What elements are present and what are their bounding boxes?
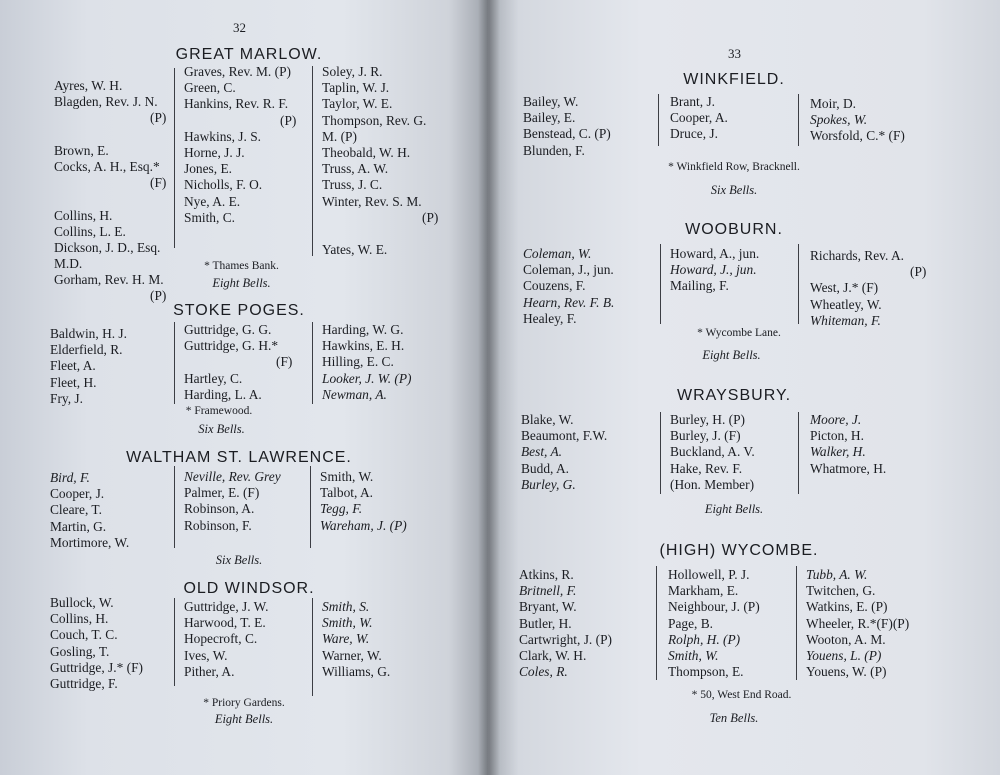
list-item: Markham, E. xyxy=(668,583,739,599)
list-item: Harding, L. A. xyxy=(184,386,262,402)
list-item: Benstead, C. (P) xyxy=(523,126,611,142)
list-item: Baldwin, H. J. xyxy=(50,326,127,341)
list-item: (F) xyxy=(150,175,167,191)
list-item: Couch, T. C. xyxy=(50,627,118,643)
list-item: Butler, H. xyxy=(519,615,572,631)
list-item: Britnell, F. xyxy=(519,583,577,599)
list-item: Neighbour, J. (P) xyxy=(668,599,760,615)
list-item: Truss, A. W. xyxy=(322,161,389,177)
great-marlow-col-3 xyxy=(322,64,439,258)
list-item: Youens, W. (P) xyxy=(806,664,887,680)
bells-wooburn: Eight Bells. xyxy=(702,348,761,362)
list-item: Cartwright, J. (P) xyxy=(519,631,612,647)
list-item: Whatmore, H. xyxy=(810,460,887,476)
wraysbury-col-2 xyxy=(670,412,755,493)
list-item: Howard, A., jun. xyxy=(670,246,760,261)
list-item: Worsfold, C.* (F) xyxy=(810,128,905,144)
list-item: Burley, G. xyxy=(521,476,576,492)
waltham-col-2 xyxy=(184,469,281,534)
bells-old-windsor: Eight Bells. xyxy=(214,712,274,726)
column-divider xyxy=(174,68,175,248)
list-item: Whiteman, F. xyxy=(810,312,881,328)
list-item: Thompson, Rev. G. xyxy=(322,112,427,128)
list-item: Brown, E. xyxy=(54,142,109,158)
list-item: Watkins, E. (P) xyxy=(806,599,888,615)
list-item: Healey, F. xyxy=(523,310,577,326)
bells-high-wycombe: Ten Bells. xyxy=(709,711,759,725)
list-item: Rolph, H. (P) xyxy=(668,631,741,647)
column-divider xyxy=(798,412,799,494)
list-item: Bailey, E. xyxy=(523,110,576,126)
bells-great-marlow: Eight Bells. xyxy=(212,276,271,290)
list-item: Buckland, A. V. xyxy=(670,444,755,460)
list-item: Taylor, W. E. xyxy=(322,96,393,112)
list-item: Robinson, F. xyxy=(184,517,252,533)
page-number: 32 xyxy=(233,20,246,35)
list-item: Dickson, J. D., Esq. xyxy=(54,239,161,255)
column-divider xyxy=(312,598,313,696)
section-title-stoke-poges: STOKE POGES. xyxy=(173,302,305,319)
list-item: Bryant, W. xyxy=(519,599,577,615)
list-item: Elderfield, R. xyxy=(50,342,123,358)
list-item: Martin, G. xyxy=(50,518,107,534)
list-item: Gosling, T. xyxy=(50,643,110,659)
section-title-wooburn: WOOBURN. xyxy=(685,221,783,238)
list-item: Cleare, T. xyxy=(50,502,102,518)
list-item: Wheatley, W. xyxy=(810,296,882,312)
list-item xyxy=(322,226,426,242)
bells-winkfield: Six Bells. xyxy=(710,183,758,197)
list-item: Fry, J. xyxy=(50,390,83,406)
list-item: Beaumont, F.W. xyxy=(521,428,608,444)
list-item: Guttridge, F. xyxy=(50,675,118,691)
list-item: Bailey, W. xyxy=(523,94,579,109)
footnote-high-wycombe: * 50, West End Road. xyxy=(691,689,792,701)
list-item: Harding, W. G. xyxy=(322,322,404,337)
list-item: Picton, H. xyxy=(810,428,864,444)
list-item: Collins, H. xyxy=(50,611,109,627)
left-page xyxy=(0,0,488,775)
page-number: 33 xyxy=(728,46,741,61)
list-item: Hankins, Rev. R. F. xyxy=(184,96,289,112)
list-item: Coleman, W. xyxy=(523,246,592,261)
list-item: Guttridge, G. G. xyxy=(184,322,272,337)
list-item: Hilling, E. C. xyxy=(322,354,394,370)
column-divider xyxy=(312,322,313,404)
list-item: Coles, R. xyxy=(519,664,568,680)
high-wycombe-col-1 xyxy=(519,567,612,680)
old-windsor-col-3 xyxy=(322,599,390,680)
list-item: M.D. xyxy=(54,256,83,272)
waltham-col-3 xyxy=(320,469,407,534)
list-item: Clark, W. H. xyxy=(519,647,587,663)
list-item: (P) xyxy=(422,209,439,225)
section-title-wraysbury: WRAYSBURY. xyxy=(676,387,792,404)
list-item: M. (P) xyxy=(322,128,357,144)
column-divider xyxy=(656,566,657,680)
section-title-high-wycombe: (HIGH) WYCOMBE. xyxy=(659,542,819,559)
column-divider xyxy=(312,66,313,256)
list-item: Fleet, A. xyxy=(50,358,96,374)
list-item: Howard, J., jun. xyxy=(670,262,757,278)
list-item: Smith, W. xyxy=(322,615,373,631)
column-divider xyxy=(658,94,659,146)
list-item: (Hon. Member) xyxy=(670,476,755,492)
stoke-poges-col-2 xyxy=(184,322,293,403)
list-item: Yates, W. E. xyxy=(322,242,388,258)
list-item: Ware, W. xyxy=(322,631,370,647)
column-divider xyxy=(798,94,799,146)
list-item: Fleet, H. xyxy=(50,374,97,390)
list-item: Williams, G. xyxy=(322,663,391,679)
wraysbury-col-3 xyxy=(810,412,886,477)
list-item: Hopecroft, C. xyxy=(184,631,258,647)
list-item: Theobald, W. H. xyxy=(322,144,411,160)
list-item: Taplin, W. J. xyxy=(322,80,390,96)
list-item: Neville, Rev. Grey xyxy=(184,469,281,484)
list-item: Ayres, W. H. xyxy=(54,78,123,93)
list-item: Gorham, Rev. H. M. xyxy=(54,272,164,288)
list-item: Hearn, Rev. F. B. xyxy=(523,294,615,310)
list-item: Collins, H. xyxy=(54,207,113,223)
list-item: Couzens, F. xyxy=(523,278,586,294)
column-divider xyxy=(310,466,311,548)
list-item: Bird, F. xyxy=(50,470,90,485)
list-item: Cocks, A. H., Esq.* xyxy=(54,158,160,174)
great-marlow-col-2 xyxy=(184,64,297,226)
high-wycombe-col-2 xyxy=(668,567,760,680)
list-item: Hawkins, E. H. xyxy=(322,338,405,354)
list-item: Blunden, F. xyxy=(523,142,585,158)
list-item: Richards, Rev. A. xyxy=(810,248,904,263)
list-item: Cooper, A. xyxy=(670,110,728,126)
list-item: Page, B. xyxy=(668,615,714,631)
list-item: Wareham, J. (P) xyxy=(320,517,407,533)
list-item: (P) xyxy=(150,110,167,126)
list-item: Best, A. xyxy=(521,444,563,460)
list-item: Guttridge, G. H.* xyxy=(184,338,279,354)
list-item: Tubb, A. W. xyxy=(806,567,868,582)
list-item: Spokes, W. xyxy=(810,112,868,128)
list-item: Looker, J. W. (P) xyxy=(322,370,412,386)
wraysbury-col-1 xyxy=(521,412,607,493)
column-divider xyxy=(660,412,661,494)
section-title-waltham: WALTHAM ST. LAWRENCE. xyxy=(126,449,352,466)
list-item: Wooton, A. M. xyxy=(806,631,886,647)
list-item: Cooper, J. xyxy=(50,486,105,502)
wooburn-col-3 xyxy=(810,248,927,329)
stoke-poges-col-1 xyxy=(50,326,127,407)
column-divider xyxy=(798,244,799,324)
list-item: Coleman, J., jun. xyxy=(523,262,614,278)
column-divider xyxy=(174,598,175,686)
winkfield-col-1 xyxy=(523,94,611,159)
footnote-great-marlow: * Thames Bank. xyxy=(204,260,279,272)
list-item: Guttridge, J.* (F) xyxy=(50,659,143,675)
list-item: Bullock, W. xyxy=(50,595,114,610)
list-item: Twitchen, G. xyxy=(806,583,876,599)
right-page xyxy=(488,0,1000,775)
list-item: Tegg, F. xyxy=(320,501,363,517)
list-item: Talbot, A. xyxy=(320,485,373,501)
list-item: Mailing, F. xyxy=(670,278,729,294)
column-divider xyxy=(174,466,175,548)
list-item: Youens, L. (P) xyxy=(806,647,882,663)
column-divider xyxy=(796,566,797,680)
list-item: Hollowell, P. J. xyxy=(668,567,750,582)
list-item: Budd, A. xyxy=(521,460,569,476)
list-item: Warner, W. xyxy=(322,647,382,663)
list-item: Hawkins, J. S. xyxy=(184,128,262,144)
section-title-old-windsor: OLD WINDSOR. xyxy=(183,580,315,597)
list-item: Blagden, Rev. J. N. xyxy=(54,94,158,110)
list-item: Smith, W. xyxy=(668,647,719,663)
list-item: (P) xyxy=(150,288,167,304)
column-divider xyxy=(660,244,661,324)
list-item: Ives, W. xyxy=(184,647,228,663)
winkfield-col-2 xyxy=(670,94,728,143)
section-title-great-marlow: GREAT MARLOW. xyxy=(175,46,323,63)
list-item: Smith, C. xyxy=(184,209,235,225)
bells-waltham: Six Bells. xyxy=(215,553,263,567)
bells-wraysbury: Eight Bells. xyxy=(704,502,764,516)
list-item: Pither, A. xyxy=(184,663,235,679)
list-item: Green, C. xyxy=(184,80,236,96)
list-item: Moore, J. xyxy=(810,412,862,427)
list-item: Truss, J. C. xyxy=(322,177,383,193)
list-item: Nicholls, F. O. xyxy=(184,177,263,193)
high-wycombe-col-3 xyxy=(806,567,909,680)
list-item: Winter, Rev. S. M. xyxy=(322,193,422,209)
list-item: Horne, J. J. xyxy=(184,144,245,160)
list-item: Hartley, C. xyxy=(184,370,243,386)
list-item: (P) xyxy=(280,112,297,128)
bells-stoke-poges: Six Bells. xyxy=(198,422,245,436)
footnote-old-windsor: * Priory Gardens. xyxy=(203,697,285,709)
wooburn-col-2 xyxy=(670,246,759,295)
list-item: Robinson, A. xyxy=(184,501,255,517)
column-divider xyxy=(174,322,175,404)
winkfield-col-3 xyxy=(810,96,905,145)
old-windsor-col-1 xyxy=(50,595,143,692)
list-item: Harwood, T. E. xyxy=(184,615,266,631)
list-item: Atkins, R. xyxy=(519,567,574,582)
waltham-col-1 xyxy=(50,470,129,551)
old-windsor-col-2 xyxy=(184,599,268,680)
list-item: Jones, E. xyxy=(184,161,232,177)
list-item: Moir, D. xyxy=(810,96,856,111)
list-item: Palmer, E. (F) xyxy=(184,485,260,501)
list-item xyxy=(54,127,164,143)
list-item: Thompson, E. xyxy=(668,664,744,680)
list-item: Mortimore, W. xyxy=(50,534,130,550)
list-item: Wheeler, R.*(F)(P) xyxy=(806,615,910,631)
list-item: Soley, J. R. xyxy=(322,64,383,79)
footnote-wooburn: * Wycombe Lane. xyxy=(697,327,781,339)
wooburn-col-1 xyxy=(523,246,614,327)
list-item: Hake, Rev. F. xyxy=(670,460,743,476)
list-item: Smith, W. xyxy=(320,469,374,484)
footnote-stoke-poges: * Framewood. xyxy=(185,405,253,417)
list-item: Burley, J. (F) xyxy=(670,428,741,444)
list-item: Newman, A. xyxy=(322,386,387,402)
list-item: Smith, S. xyxy=(322,599,370,614)
list-item: (F) xyxy=(276,354,293,370)
list-item: Graves, Rev. M. (P) xyxy=(184,64,291,79)
list-item: Walker, H. xyxy=(810,444,866,460)
footnote-winkfield: * Winkfield Row, Bracknell. xyxy=(668,161,800,173)
list-item: (P) xyxy=(910,264,927,280)
section-title-winkfield: WINKFIELD. xyxy=(683,71,785,88)
list-item: Brant, J. xyxy=(670,94,716,109)
list-item: West, J.* (F) xyxy=(810,280,879,296)
list-item: Guttridge, J. W. xyxy=(184,599,269,614)
list-item: Nye, A. E. xyxy=(184,193,241,209)
list-item: Collins, L. E. xyxy=(54,223,126,239)
list-item xyxy=(54,191,164,207)
list-item: Druce, J. xyxy=(670,126,718,142)
book-gutter-shadow xyxy=(478,0,500,775)
list-item: Blake, W. xyxy=(521,412,574,427)
stoke-poges-col-3 xyxy=(322,322,412,403)
list-item: Burley, H. (P) xyxy=(670,412,746,427)
